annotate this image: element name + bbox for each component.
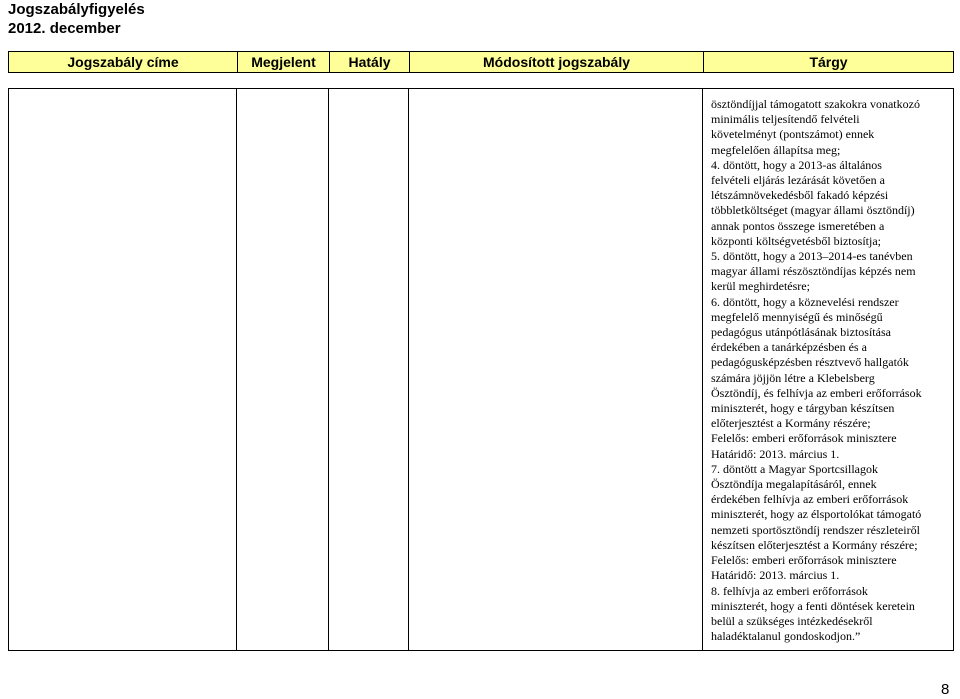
document-date: 2012. december bbox=[8, 20, 121, 37]
subject-line: ösztöndíjjal támogatott szakokra vonatkozó bbox=[711, 97, 920, 111]
subject-line: 5. döntött, hogy a 2013–2014-es tanévben bbox=[711, 249, 913, 264]
subject-line: érdekében a tanárképzésben és a bbox=[711, 340, 867, 355]
subject-line: magyar állami részösztöndíjas képzés nem bbox=[711, 264, 916, 279]
subject-line: többletköltséget (magyar állami ösztöndíj) bbox=[711, 203, 915, 218]
subject-line: kerül meghirdetésre; bbox=[711, 279, 810, 294]
subject-line: Határidő: 2013. március 1. bbox=[711, 446, 840, 461]
subject-line: nemzeti sportösztöndíj rendszer részleteiről bbox=[711, 522, 920, 537]
column-header-subject: Tárgy bbox=[703, 52, 953, 72]
subject-line: előterjesztést a Kormány részére; bbox=[711, 416, 871, 431]
subject-line: annak pontos összege ismeretében a bbox=[711, 218, 885, 233]
subject-line: haladéktalanul gondoskodjon.” bbox=[711, 629, 861, 644]
subject-line: létszámnövekedésből fakadó képzési bbox=[711, 188, 889, 203]
subject-line: követelményt (pontszámot) ennek bbox=[711, 127, 875, 142]
subject-line: 8. felhívja az emberi erőforrások bbox=[711, 583, 868, 598]
subject-line: Felelős: emberi erőforrások minisztere bbox=[711, 553, 897, 568]
column-header-effect: Hatály bbox=[329, 52, 409, 72]
subject-line: miniszterét, hogy a fenti döntések keretein bbox=[711, 598, 915, 613]
subject-line: Ösztöndíj, és felhívja az emberi erőforrások bbox=[711, 385, 922, 400]
subject-line: megfelelő mennyiségű és minőségű bbox=[711, 309, 883, 324]
table-body bbox=[8, 88, 954, 651]
subject-line: miniszterét, hogy az élsportolókat támogató bbox=[711, 507, 922, 522]
column-divider bbox=[328, 89, 329, 650]
subject-line: központi költségvetésből biztosítja; bbox=[711, 233, 881, 248]
column-header-title: Jogszabály címe bbox=[67, 54, 179, 70]
column-divider bbox=[408, 89, 409, 650]
subject-line: pedagógus utánpótlásának biztosítása bbox=[711, 325, 891, 340]
subject-line: 4. döntött, hogy a 2013-as általános bbox=[711, 157, 882, 172]
document-title: Jogszabályfigyelés bbox=[8, 1, 145, 18]
subject-line: felvételi eljárás lezárását követően a bbox=[711, 173, 885, 188]
column-divider bbox=[702, 89, 703, 650]
subject-line: Ösztöndíja megalapításáról, ennek bbox=[711, 477, 877, 492]
document-header bbox=[8, 0, 145, 38]
subject-line: miniszterét, hogy e tárgyban készítsen bbox=[711, 401, 895, 416]
subject-line: érdekében felhívja az emberi erőforrások bbox=[711, 492, 909, 507]
subject-line: megfelelően állapítsa meg; bbox=[711, 142, 841, 157]
subject-line: Határidő: 2013. március 1. bbox=[711, 568, 840, 583]
subject-line: 6. döntött, hogy a köznevelési rendszer bbox=[711, 294, 899, 309]
subject-line: számára jöjjön létre a Klebelsberg bbox=[711, 370, 875, 385]
table-header bbox=[8, 51, 954, 73]
page-number: 8 bbox=[941, 681, 950, 698]
subject-cell bbox=[711, 97, 949, 644]
column-divider bbox=[236, 89, 237, 650]
subject-line: 7. döntött a Magyar Sportcsillagok bbox=[711, 461, 878, 476]
subject-line: készítsen előterjesztést a Kormány részére; bbox=[711, 537, 918, 552]
column-header-published: Megjelent bbox=[237, 52, 329, 72]
subject-line: pedagógusképzésben résztvevő hallgatók bbox=[711, 355, 909, 370]
column-header-amended-law: Módosított jogszabály bbox=[409, 52, 703, 72]
subject-line: Felelős: emberi erőforrások minisztere bbox=[711, 431, 897, 446]
subject-line: minimális teljesítendő felvételi bbox=[711, 112, 860, 127]
subject-line: belül a szükséges intézkedésekről bbox=[711, 613, 873, 628]
